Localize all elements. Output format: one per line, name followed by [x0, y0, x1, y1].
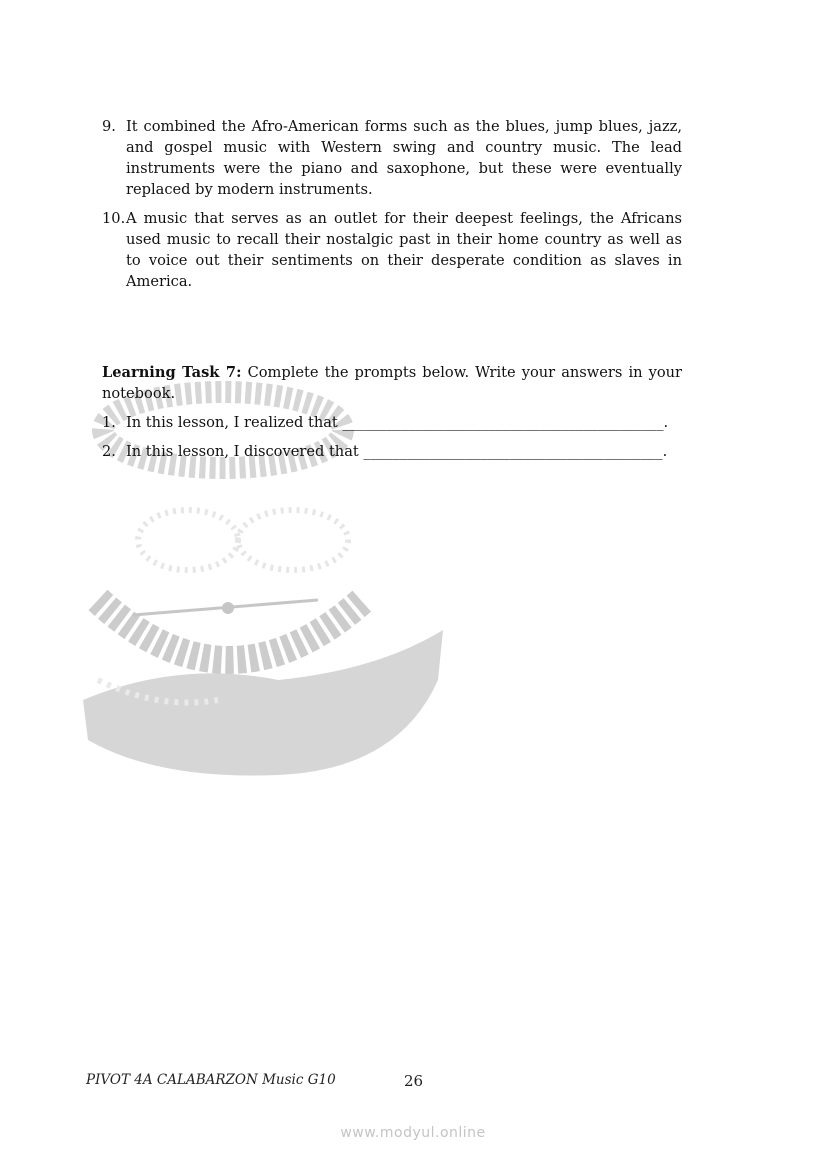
- item-text: A music that serves as an outlet for their deepest feelings, the Africans used music to recall their nostalgic past in their home country as well as to voice out their sentiments on their desperate condition as slaves in America.: [126, 210, 682, 290]
- task-title: Learning Task 7:: [102, 364, 242, 381]
- site-watermark-text: www.modyul.online: [340, 1125, 486, 1141]
- item-number: 9.: [102, 118, 116, 135]
- prompt-item: [102, 412, 682, 433]
- list-item: [102, 116, 682, 200]
- prompt-text: In this lesson, I realized that ____________________________________________.: [126, 414, 669, 431]
- item-text: It combined the Afro-American forms such as the blues, jump blues, jazz, and gospel music with Western swing and country music. The lead instruments were the piano and saxophone, but these were eventually replaced by modern instruments.: [126, 118, 682, 198]
- task-instruction: Complete the prompts below. Write your answers in your notebook.: [102, 364, 683, 402]
- prompt-text: In this lesson, I discovered that _________________________________________.: [126, 443, 668, 460]
- prompt-number: 1.: [102, 414, 116, 431]
- prompt-number: 2.: [102, 443, 116, 460]
- prompt-item: [102, 441, 682, 462]
- item-number: 10.: [102, 210, 126, 227]
- footer-title: PIVOT 4A CALABARZON Music G10: [86, 1072, 336, 1088]
- document-body: [102, 116, 682, 462]
- list-item: [102, 208, 682, 292]
- learning-task: [102, 362, 682, 404]
- page-number: 26: [404, 1072, 424, 1090]
